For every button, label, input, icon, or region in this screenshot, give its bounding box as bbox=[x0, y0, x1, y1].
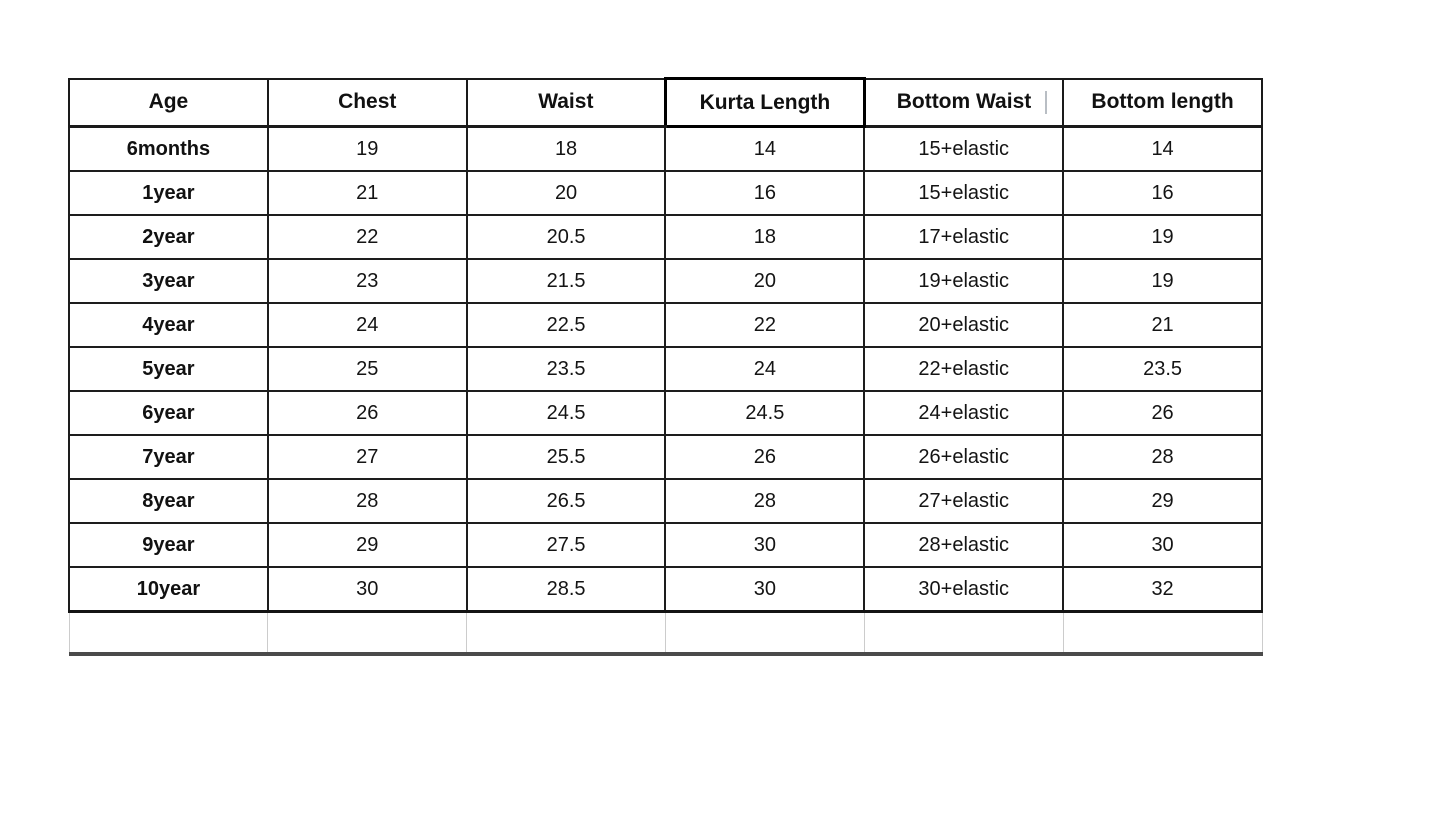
empty-cell bbox=[268, 612, 467, 655]
value-cell: 22 bbox=[665, 303, 864, 347]
table-row-5year bbox=[69, 347, 1262, 391]
age-cell: 5year bbox=[69, 347, 268, 391]
value-cell: 20+elastic bbox=[864, 303, 1063, 347]
table-row-2year bbox=[69, 215, 1262, 259]
age-cell: 6year bbox=[69, 391, 268, 435]
size-chart-body bbox=[69, 127, 1262, 655]
age-cell: 7year bbox=[69, 435, 268, 479]
value-cell: 20.5 bbox=[467, 215, 666, 259]
value-cell: 24 bbox=[268, 303, 467, 347]
value-cell: 26.5 bbox=[467, 479, 666, 523]
value-cell: 14 bbox=[665, 127, 864, 172]
age-cell: 1year bbox=[69, 171, 268, 215]
column-header-age: Age bbox=[69, 79, 268, 127]
value-cell: 14 bbox=[1063, 127, 1262, 172]
value-cell: 30 bbox=[1063, 523, 1262, 567]
value-cell: 23 bbox=[268, 259, 467, 303]
table-row-4year bbox=[69, 303, 1262, 347]
value-cell: 22 bbox=[268, 215, 467, 259]
size-chart-table bbox=[68, 77, 1263, 656]
table-row-9year bbox=[69, 523, 1262, 567]
empty-cell bbox=[69, 612, 268, 655]
value-cell: 18 bbox=[467, 127, 666, 172]
value-cell: 24.5 bbox=[665, 391, 864, 435]
value-cell: 19 bbox=[268, 127, 467, 172]
value-cell: 24 bbox=[665, 347, 864, 391]
empty-cell bbox=[467, 612, 666, 655]
table-row-1year bbox=[69, 171, 1262, 215]
value-cell: 21.5 bbox=[467, 259, 666, 303]
size-chart-header bbox=[69, 79, 1262, 127]
value-cell: 16 bbox=[1063, 171, 1262, 215]
table-row-8year bbox=[69, 479, 1262, 523]
age-cell: 6months bbox=[69, 127, 268, 172]
table-row-3year bbox=[69, 259, 1262, 303]
column-header-bottom-waist: Bottom Waist bbox=[864, 79, 1063, 127]
value-cell: 24.5 bbox=[467, 391, 666, 435]
value-cell: 30 bbox=[665, 523, 864, 567]
value-cell: 26 bbox=[665, 435, 864, 479]
empty-row bbox=[69, 612, 1262, 655]
value-cell: 22+elastic bbox=[864, 347, 1063, 391]
column-header-chest: Chest bbox=[268, 79, 467, 127]
value-cell: 22.5 bbox=[467, 303, 666, 347]
value-cell: 17+elastic bbox=[864, 215, 1063, 259]
value-cell: 25 bbox=[268, 347, 467, 391]
age-cell: 8year bbox=[69, 479, 268, 523]
value-cell: 16 bbox=[665, 171, 864, 215]
value-cell: 28 bbox=[665, 479, 864, 523]
value-cell: 28.5 bbox=[467, 567, 666, 612]
value-cell: 29 bbox=[268, 523, 467, 567]
value-cell: 28 bbox=[1063, 435, 1262, 479]
value-cell: 19 bbox=[1063, 259, 1262, 303]
value-cell: 23.5 bbox=[467, 347, 666, 391]
value-cell: 20 bbox=[665, 259, 864, 303]
value-cell: 27.5 bbox=[467, 523, 666, 567]
header-row bbox=[69, 79, 1262, 127]
value-cell: 19 bbox=[1063, 215, 1262, 259]
value-cell: 27 bbox=[268, 435, 467, 479]
age-cell: 4year bbox=[69, 303, 268, 347]
value-cell: 18 bbox=[665, 215, 864, 259]
value-cell: 30 bbox=[665, 567, 864, 612]
value-cell: 21 bbox=[268, 171, 467, 215]
value-cell: 26 bbox=[1063, 391, 1262, 435]
value-cell: 21 bbox=[1063, 303, 1262, 347]
age-cell: 9year bbox=[69, 523, 268, 567]
value-cell: 30 bbox=[268, 567, 467, 612]
empty-cell bbox=[864, 612, 1063, 655]
column-header-kurta-length: Kurta Length bbox=[665, 79, 864, 127]
table-row-10year bbox=[69, 567, 1262, 612]
value-cell: 25.5 bbox=[467, 435, 666, 479]
value-cell: 20 bbox=[467, 171, 666, 215]
age-cell: 2year bbox=[69, 215, 268, 259]
table-row-6year bbox=[69, 391, 1262, 435]
table-row-6months bbox=[69, 127, 1262, 172]
value-cell: 28 bbox=[268, 479, 467, 523]
value-cell: 23.5 bbox=[1063, 347, 1262, 391]
value-cell: 28+elastic bbox=[864, 523, 1063, 567]
value-cell: 32 bbox=[1063, 567, 1262, 612]
value-cell: 24+elastic bbox=[864, 391, 1063, 435]
table-row-7year bbox=[69, 435, 1262, 479]
column-header-bottom-length: Bottom length bbox=[1063, 79, 1262, 127]
value-cell: 19+elastic bbox=[864, 259, 1063, 303]
column-header-waist: Waist bbox=[467, 79, 666, 127]
age-cell: 3year bbox=[69, 259, 268, 303]
value-cell: 26 bbox=[268, 391, 467, 435]
empty-cell bbox=[665, 612, 864, 655]
size-chart-container bbox=[68, 77, 1263, 656]
age-cell: 10year bbox=[69, 567, 268, 612]
value-cell: 26+elastic bbox=[864, 435, 1063, 479]
value-cell: 29 bbox=[1063, 479, 1262, 523]
value-cell: 15+elastic bbox=[864, 127, 1063, 172]
value-cell: 27+elastic bbox=[864, 479, 1063, 523]
value-cell: 30+elastic bbox=[864, 567, 1063, 612]
value-cell: 15+elastic bbox=[864, 171, 1063, 215]
empty-cell bbox=[1063, 612, 1262, 655]
